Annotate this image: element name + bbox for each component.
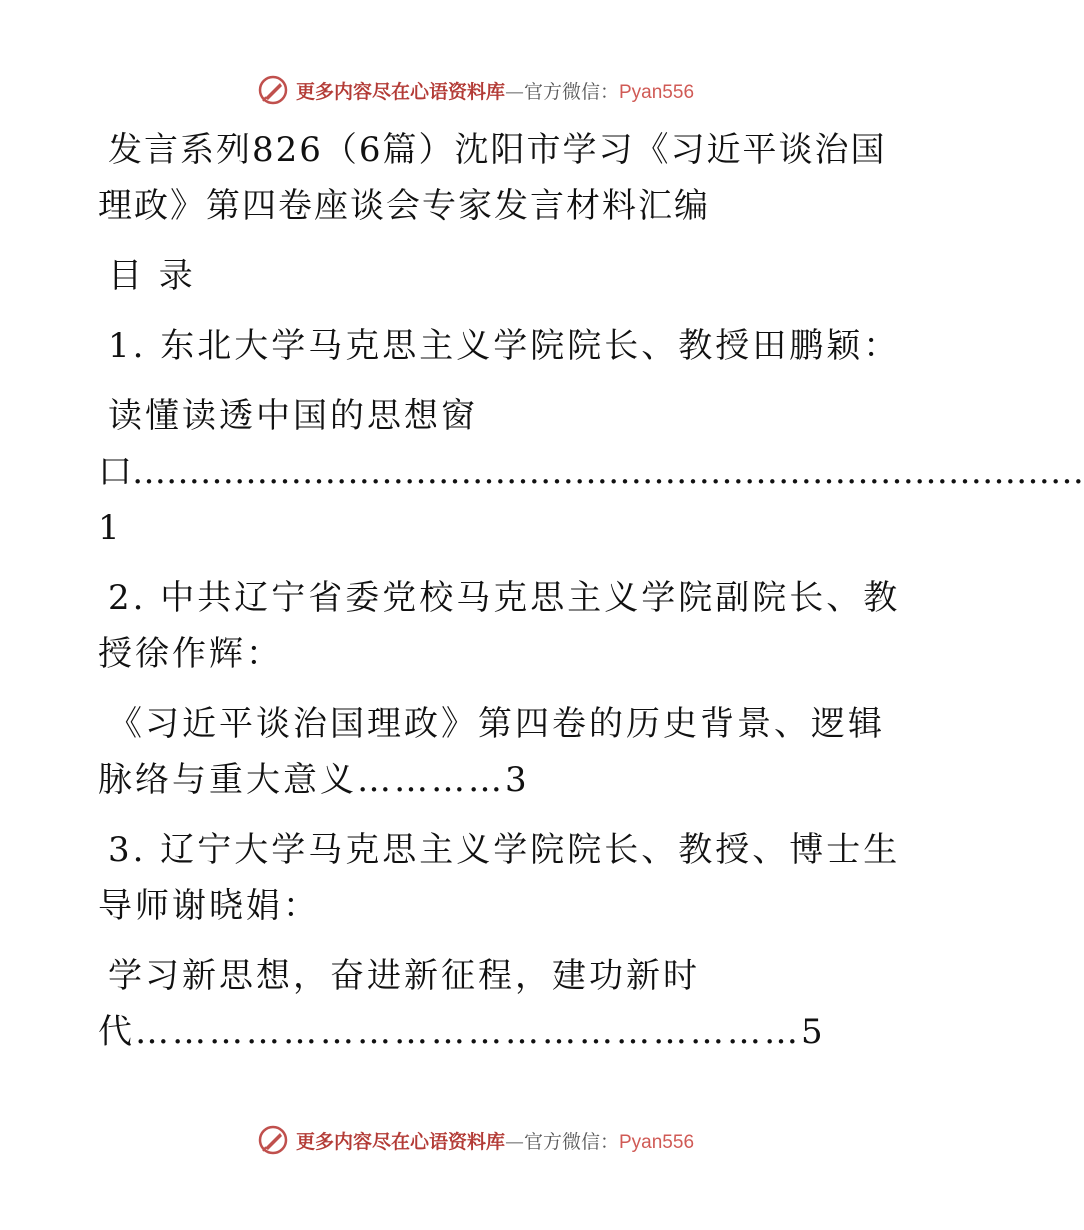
watermark-wechat-id: Pyan556 xyxy=(619,1131,695,1153)
watermark-brand: 更多内容尽在心语资料库 xyxy=(295,1130,505,1153)
toc-entry-1-topic-line-1: 读懂读透中国的思想窗 xyxy=(108,396,478,436)
header-watermark xyxy=(0,70,950,110)
document-title-line-2: 理政》第四卷座谈会专家发言材料汇编 xyxy=(98,186,710,226)
watermark-wechat-label: 官方微信： xyxy=(523,1130,619,1153)
toc-entry-2-speaker-line-2: 授徐作辉： xyxy=(98,634,283,674)
document-body xyxy=(98,122,1084,1060)
toc-entry-2-speaker-line-1: 2. 中共辽宁省委党校马克思主义学院副院长、教 xyxy=(108,578,901,618)
quill-logo-icon xyxy=(256,1123,290,1157)
toc-entry-2-topic-line-1: 《习近平谈治国理政》第四卷的历史背景、逻辑 xyxy=(108,704,885,744)
toc-entry-3-topic-line-2: 代………………………………………………5 xyxy=(98,1012,826,1052)
toc-entry-1-page: 1 xyxy=(98,508,123,548)
toc-entry-2-topic-line-2: 脉络与重大意义…………3 xyxy=(98,760,530,800)
toc-entry-3-topic-line-1: 学习新思想，奋进新征程，建功新时 xyxy=(108,956,700,996)
watermark-text xyxy=(296,1127,694,1154)
watermark-wechat-label: 官方微信： xyxy=(523,80,619,103)
watermark-dash: — xyxy=(504,80,524,103)
toc-entry-3-speaker-line-1: 3. 辽宁大学马克思主义学院院长、教授、博士生 xyxy=(108,830,901,870)
watermark-brand: 更多内容尽在心语资料库 xyxy=(295,80,505,103)
quill-logo-icon xyxy=(256,73,290,107)
footer-watermark xyxy=(0,1120,950,1160)
watermark-dash: — xyxy=(504,1130,524,1153)
document-title-line-1: 发言系列826（6篇）沈阳市学习《习近平谈治国 xyxy=(108,130,887,170)
toc-entry-1-topic-line-2: 口………………………………………………………………………… xyxy=(98,452,1084,492)
toc-heading: 目 录 xyxy=(108,256,196,296)
toc-entry-1-speaker: 1. 东北大学马克思主义学院院长、教授田鹏颖： xyxy=(108,326,901,366)
toc-entry-3-speaker-line-2: 导师谢晓娟： xyxy=(98,886,320,926)
watermark-wechat-id: Pyan556 xyxy=(619,81,695,103)
watermark-text xyxy=(296,77,694,104)
